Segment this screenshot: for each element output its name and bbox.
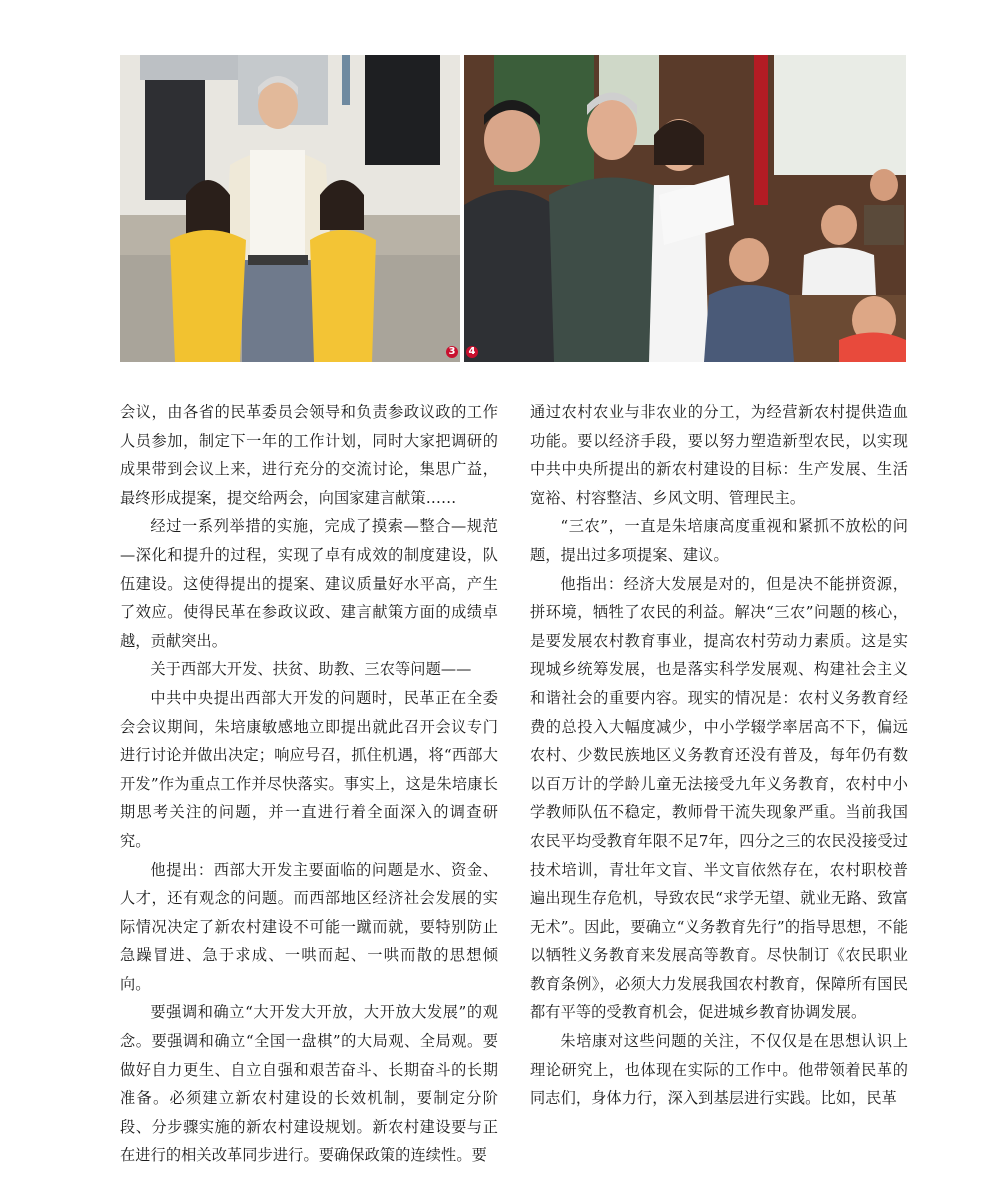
photo-number-badge: 4 xyxy=(466,346,478,358)
photo-4 xyxy=(464,55,906,362)
article-paragraph: “三农”，一直是朱培康高度重视和紧抓不放松的问题，提出过多项提案、建议。 xyxy=(530,517,908,564)
photo-3-image xyxy=(120,55,460,362)
photo-4-image xyxy=(464,55,906,362)
photo-number-badge: 3 xyxy=(446,346,458,358)
article-paragraph: 关于西部大开发、扶贫、助教、三农等问题—— xyxy=(150,660,472,679)
article-paragraph: 朱培康对这些问题的关注，不仅仅是在思想认识上理论研究上，也体现在实际的工作中。他带领着民革的同志们，身体力行，深入到基层进行实践。比如，民革 xyxy=(530,1032,908,1108)
article-paragraph: 会议，由各省的民革委员会领导和负责参政议政的工作人员参加，制定下一年的工作计划，同时大家把调研的成果带到会议上来，进行充分的交流讨论，集思广益，最终形成提案，提交给两会，向国家建言献策…… xyxy=(120,403,498,507)
article-paragraph: 要强调和确立“大开发大开放，大开放大发展”的观念。要强调和确立“全国一盘棋”的大局观、全局观。要做好自力更生、自立自强和艰苦奋斗、长期奋斗的长期准备。必须建立新农村建设的长效机制，要制定分阶段、分步骤实施的新农村建设规划。新农村建设要与正在进行的相关改革同步进行。要确保政策的连续性。要 xyxy=(120,1003,498,1165)
article-paragraph: 他指出：经济大发展是对的，但是决不能拼资源，拼环境，牺牲了农民的利益。解决“三农”问题的核心，是要发展农村教育事业，提高农村劳动力素质。这是实现城乡统筹发展，也是落实科学发展观、构建社会主义和谐社会的重要内容。现实的情况是：农村义务教育经费的总投入大幅度减少，中小学辍学率居高不下，偏远农村、少数民族地区义务教育还没有普及，每年仍有数以百万计的学龄儿童无法接受九年义务教育，农村中小学教师队伍不稳定，教师骨干流失现象严重。当前我国农民平均受教育年限不足7年，四分之三的农民没接受过技术培训，青壮年文盲、半文盲依然存在，农村职校普遍出现生存危机，导致农民“求学无望、就业无路、致富无术”。因此，要确立“义务教育先行”的指导思想，不能以牺牲义务教育来发展高等教育。尽快制订《农民职业教育条例》，必须大力发展我国农村教育，保障所有国民都有平等的受教育机会，促进城乡教育协调发展。 xyxy=(530,574,908,1022)
article-right-column xyxy=(530,398,908,1113)
article-paragraph: 通过农村农业与非农业的分工，为经营新农村提供造血功能。要以经济手段，要以努力塑造新型农民，以实现中共中央所提出的新农村建设的目标：生产发展、生活宽裕、村容整洁、乡风文明、管理民主。 xyxy=(530,403,908,507)
article-left-column xyxy=(120,398,498,1170)
article-paragraph: 他提出：西部大开发主要面临的问题是水、资金、人才，还有观念的问题。而西部地区经济社会发展的实际情况决定了新农村建设不可能一蹴而就，要特别防止急躁冒进、急于求成、一哄而起、一哄而散的思想倾向。 xyxy=(120,860,498,993)
photo-3 xyxy=(120,55,460,362)
article-paragraph: 经过一系列举措的实施，完成了摸索—整合—规范—深化和提升的过程，实现了卓有成效的制度建设，队伍建设。这使得提出的提案、建议质量好水平高，产生了效应。使得民革在参政议政、建言献策方面的成绩卓越，贡献突出。 xyxy=(120,517,498,650)
article-paragraph: 中共中央提出西部大开发的问题时，民革正在全委会会议期间，朱培康敏感地立即提出就此召开会议专门进行讨论并做出决定；响应号召，抓住机遇，将“西部大开发”作为重点工作并尽快落实。事实上，这是朱培康长期思考关注的问题，并一直进行着全面深入的调查研究。 xyxy=(120,688,498,850)
